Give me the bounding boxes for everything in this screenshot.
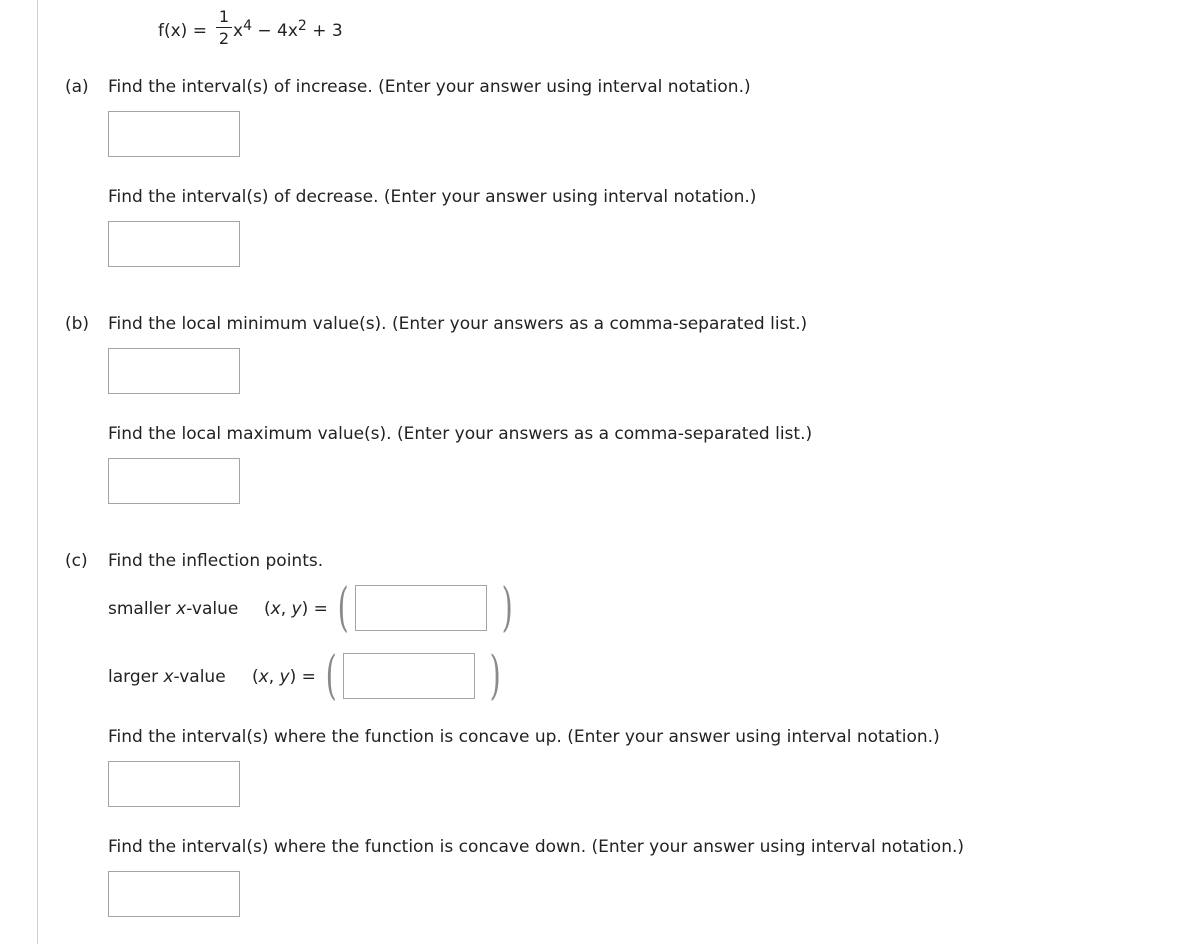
local-max-input[interactable] xyxy=(108,458,240,504)
xy-open: ( xyxy=(264,599,271,619)
xy-sep: , xyxy=(268,667,280,687)
larger-open-paren: ( xyxy=(325,646,337,706)
larger-close-paren: ) xyxy=(489,646,501,706)
fraction-numerator: 1 xyxy=(218,7,230,26)
formula-exp2: 2 xyxy=(297,18,307,34)
xy-open: ( xyxy=(252,667,259,687)
increase-prompt: Find the interval(s) of increase. (Enter your answer using interval notation.) xyxy=(108,77,751,97)
smaller-close-paren: ) xyxy=(501,578,513,638)
larger-xy-label xyxy=(252,666,316,688)
smaller-xy-label xyxy=(264,598,328,620)
xy-y: y xyxy=(291,599,302,619)
concave-up-prompt: Find the interval(s) where the function is concave up. (Enter your answer using interval notation.) xyxy=(108,727,940,747)
local-min-prompt: Find the local minimum value(s). (Enter your answers as a comma-separated list.) xyxy=(108,314,808,334)
smaller-inflection-input[interactable] xyxy=(355,585,487,631)
smaller-open-paren: ( xyxy=(337,578,349,638)
formula-rhs xyxy=(233,18,343,41)
xy-sep: , xyxy=(280,599,292,619)
part-a-label: (a) xyxy=(65,77,89,97)
decrease-interval-input[interactable] xyxy=(108,221,240,267)
increase-interval-input[interactable] xyxy=(108,111,240,157)
formula-var: x xyxy=(233,21,244,41)
decrease-prompt: Find the interval(s) of decrease. (Enter your answer using interval notation.) xyxy=(108,187,757,207)
local-max-prompt: Find the local maximum value(s). (Enter your answers as a comma-separated list.) xyxy=(108,424,813,444)
smaller-label-var: x xyxy=(176,599,187,619)
left-margin-rule xyxy=(37,0,38,944)
larger-label-pre: larger xyxy=(108,667,164,687)
local-min-input[interactable] xyxy=(108,348,240,394)
formula-lhs: f(x) = xyxy=(158,21,207,41)
part-b-label: (b) xyxy=(65,314,90,334)
formula-tail: + 3 xyxy=(306,21,343,41)
formula-middle: − 4x xyxy=(251,21,298,41)
smaller-x-label xyxy=(108,598,238,620)
xy-close: ) = xyxy=(301,599,328,619)
fraction-bar xyxy=(216,27,232,28)
fraction-denominator: 2 xyxy=(218,29,230,48)
xy-close: ) = xyxy=(289,667,316,687)
larger-label-var: x xyxy=(163,667,174,687)
xy-y: y xyxy=(279,667,290,687)
inflection-prompt: Find the inflection points. xyxy=(108,551,324,571)
concave-up-input[interactable] xyxy=(108,761,240,807)
xy-x: x xyxy=(270,599,281,619)
smaller-label-post: -value xyxy=(186,599,239,619)
part-c-label: (c) xyxy=(65,551,88,571)
concave-down-prompt: Find the interval(s) where the function is concave down. (Enter your answer using interval notation.) xyxy=(108,837,965,857)
xy-x: x xyxy=(258,667,269,687)
formula-fraction xyxy=(216,8,232,48)
larger-x-label xyxy=(108,666,226,688)
formula-exp1: 4 xyxy=(243,18,252,34)
larger-inflection-input[interactable] xyxy=(343,653,475,699)
smaller-label-pre: smaller xyxy=(108,599,177,619)
larger-label-post: -value xyxy=(173,667,226,687)
concave-down-input[interactable] xyxy=(108,871,240,917)
